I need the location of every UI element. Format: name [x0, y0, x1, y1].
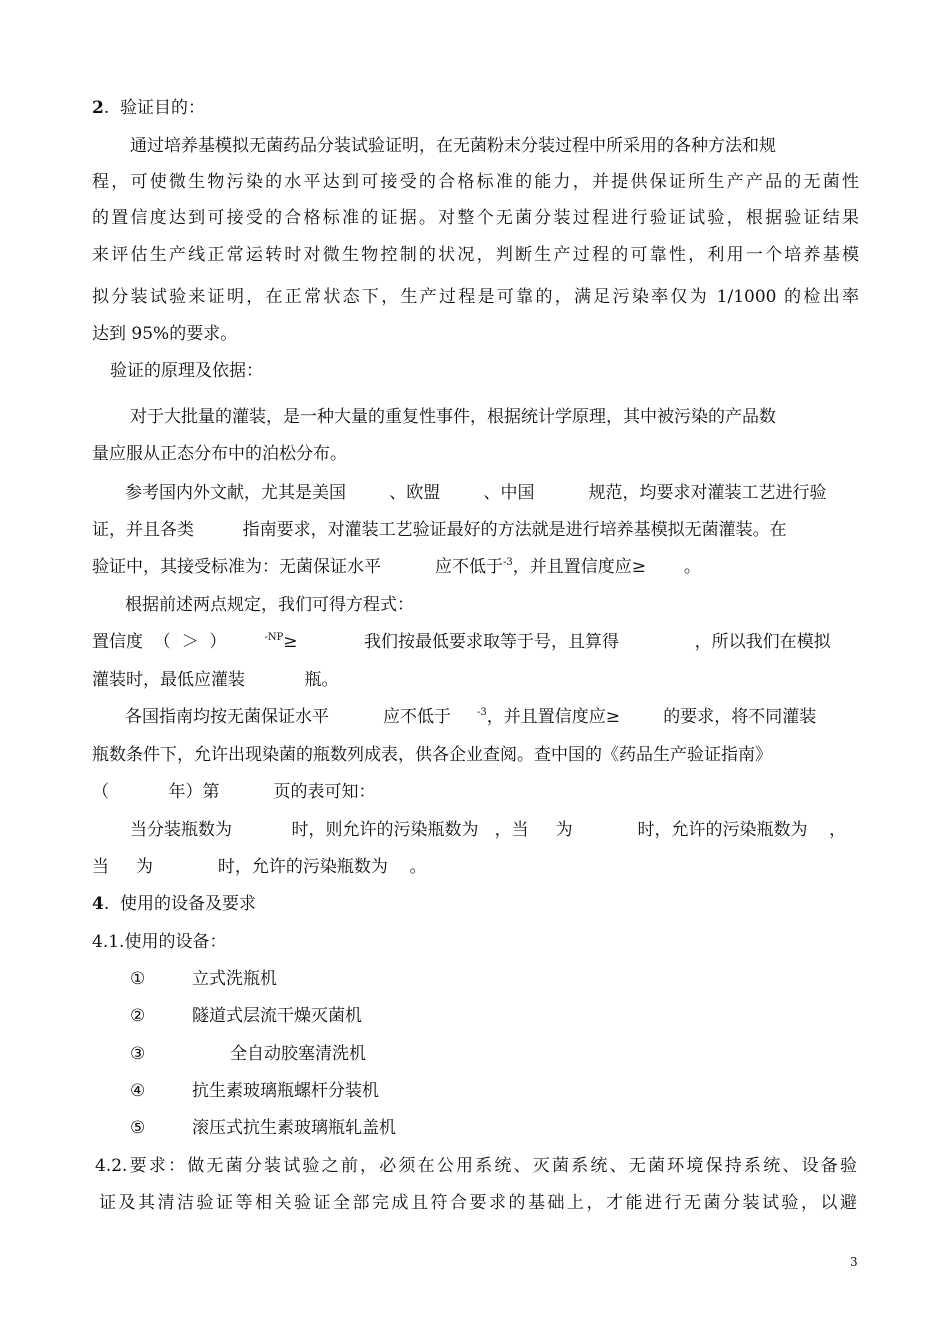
paragraph-line: 来评估生产线正常运转时对微生物控制的状况，判断生产过程的可靠性，利用一个培养基模	[92, 245, 859, 265]
paragraph-line: 我们按最低要求取等于号，且算得 ，所以我们在模拟	[364, 632, 831, 652]
list-item-marker: ③	[130, 1044, 146, 1064]
list-item-marker: ⑤	[130, 1118, 146, 1138]
paragraph-line	[92, 555, 701, 582]
paragraph-line: 瓶数条件下，允许出现染菌的瓶数列成表，供各企业查阅。查中国的《药品生产验证指南》	[92, 745, 772, 765]
paragraph-line: 达到 95%的要求。	[92, 324, 238, 344]
paragraph-line: 当分装瓶数为 时，则允许的污染瓶数为 ，当 为 时，允许的污染瓶数为 ，	[130, 820, 847, 840]
paragraph-line: （ 年）第 页的表可知：	[92, 782, 376, 802]
text-segment: 验证中，其接受标准为：无菌保证水平 应不低于	[92, 557, 504, 577]
paragraph-line: 参考国内外文献，尤其是美国 、欧盟 、中国 规范，均要求对灌装工艺进行验	[125, 483, 827, 503]
list-item-marker: ①	[130, 969, 146, 989]
text-segment: ≥	[283, 632, 298, 652]
paragraph-line: 根据前述两点规定，我们可得方程式：	[125, 595, 414, 615]
superscript: -3	[503, 557, 513, 568]
list-item: 全自动胶塞清洗机	[230, 1044, 366, 1064]
subsection-heading: 4.1.使用的设备：	[92, 932, 227, 952]
paragraph-line: 对于大批量的灌装，是一种大量的重复性事件，根据统计学原理，其中被污染的产品数	[130, 407, 776, 427]
paragraph-line: 通过培养基模拟无菌药品分装试验证明，在无菌粉末分装过程中所采用的各种方法和规	[130, 136, 776, 156]
paragraph-line: 4.2.要求：做无菌分装试验之前，必须在公用系统、灭菌系统、无菌环境保持系统、设备验	[95, 1156, 857, 1176]
section-number: 4	[92, 894, 104, 914]
paragraph-line: 当 为 时，允许的污染瓶数为 。	[92, 857, 427, 877]
superscript: -NP	[264, 632, 284, 643]
text-segment: 各国指南均按无菌保证水平 应不低于	[125, 707, 452, 727]
text-segment: ，并且置信度应≥ 。	[512, 557, 701, 577]
paragraph-line: 程，可使微生物污染的水平达到可接受的合格标准的能力，并提供保证所生产产品的无菌性	[92, 172, 859, 192]
section-title: . 使用的设备及要求	[103, 894, 257, 914]
paragraph-line	[125, 705, 816, 732]
principle-heading: 验证的原理及依据：	[110, 361, 263, 381]
paragraph-line: 拟分装试验来证明，在正常状态下，生产过程是可靠的，满足污染率仅为 1/1000 的检出率	[92, 287, 859, 307]
paragraph-line: 的置信度达到可接受的合格标准的证据。对整个无菌分装过程进行验证试验，根据验证结果	[92, 208, 859, 228]
section-4-heading	[92, 892, 256, 916]
list-item-marker: ④	[130, 1081, 146, 1101]
list-item: 立式洗瓶机	[192, 969, 277, 989]
section-number: 2	[92, 98, 104, 118]
list-item-marker: ②	[130, 1006, 146, 1026]
paragraph-line: 量应服从正态分布中的泊松分布。	[92, 444, 347, 464]
page-number: 3	[850, 1255, 858, 1269]
section-title: . 验证目的：	[103, 98, 206, 118]
paragraph-line: 证及其清洁验证等相关验证全部完成且符合要求的基础上，才能进行无菌分装试验，以避	[99, 1193, 857, 1213]
superscript: -3	[477, 707, 487, 718]
list-item: 隧道式层流干燥灭菌机	[192, 1006, 362, 1026]
section-2-heading	[92, 96, 205, 120]
list-item: 抗生素玻璃瓶螺杆分装机	[192, 1081, 379, 1101]
paragraph-line: 灌装时，最低应灌装 瓶。	[92, 670, 339, 690]
paragraph-line: 证，并且各类 指南要求，对灌装工艺验证最好的方法就是进行培养基模拟无菌灌装。在	[92, 520, 787, 540]
list-item: 滚压式抗生素玻璃瓶轧盖机	[192, 1118, 396, 1138]
text-segment: ，并且置信度应≥ 的要求，将不同灌装	[486, 707, 817, 727]
equation-line	[92, 630, 298, 657]
text-segment: 置信度 （ ＞ ）	[92, 632, 227, 652]
